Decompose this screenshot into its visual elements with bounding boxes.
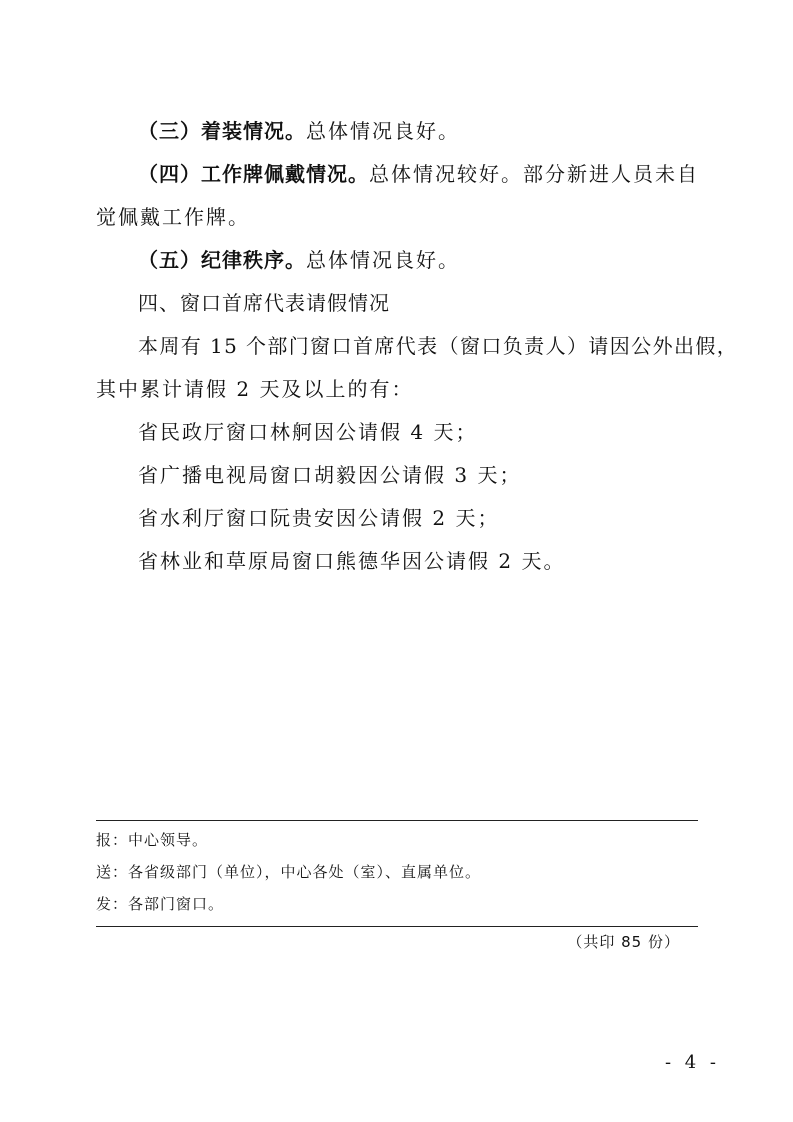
section-4-text-2: 觉佩戴工作牌。 — [96, 205, 250, 229]
leave-item-1: 省民政厅窗口林舸因公请假 4 天； — [138, 420, 478, 444]
print-count: （共印 85 份） — [567, 933, 680, 951]
issue-to: 发：各部门窗口。 — [96, 895, 225, 913]
report-to: 报：中心领导。 — [96, 831, 209, 849]
section-4-line-2 — [96, 204, 250, 230]
section-4-label: （四）工作牌佩戴情况。 — [138, 162, 369, 186]
section-4-text-1: 总体情况较好。部分新进人员未自 — [369, 162, 699, 186]
section-5-text: 总体情况良好。 — [306, 248, 460, 272]
section-3-text: 总体情况良好。 — [306, 119, 460, 143]
intro-line-1: 本周有 15 个部门窗口首席代表（窗口负责人）请因公外出假， — [138, 334, 739, 358]
section-4-line-1 — [138, 161, 699, 187]
heading-4: 四、窗口首席代表请假情况 — [138, 291, 390, 315]
leave-item-4: 省林业和草原局窗口熊德华因公请假 2 天。 — [138, 549, 566, 573]
section-5-label: （五）纪律秩序。 — [138, 248, 306, 272]
distribution-top-rule — [96, 820, 698, 821]
intro-line-2: 其中累计请假 2 天及以上的有： — [96, 377, 414, 401]
section-3-line — [138, 118, 460, 144]
send-to: 送：各省级部门（单位），中心各处（室）、直属单位。 — [96, 863, 482, 881]
page-number: - 4 - — [664, 1052, 720, 1073]
section-3-label: （三）着装情况。 — [138, 119, 306, 143]
leave-item-2: 省广播电视局窗口胡毅因公请假 3 天； — [138, 463, 522, 487]
distribution-bottom-rule — [96, 926, 698, 927]
section-5-line — [138, 247, 460, 273]
leave-item-3: 省水利厅窗口阮贵安因公请假 2 天； — [138, 506, 500, 530]
